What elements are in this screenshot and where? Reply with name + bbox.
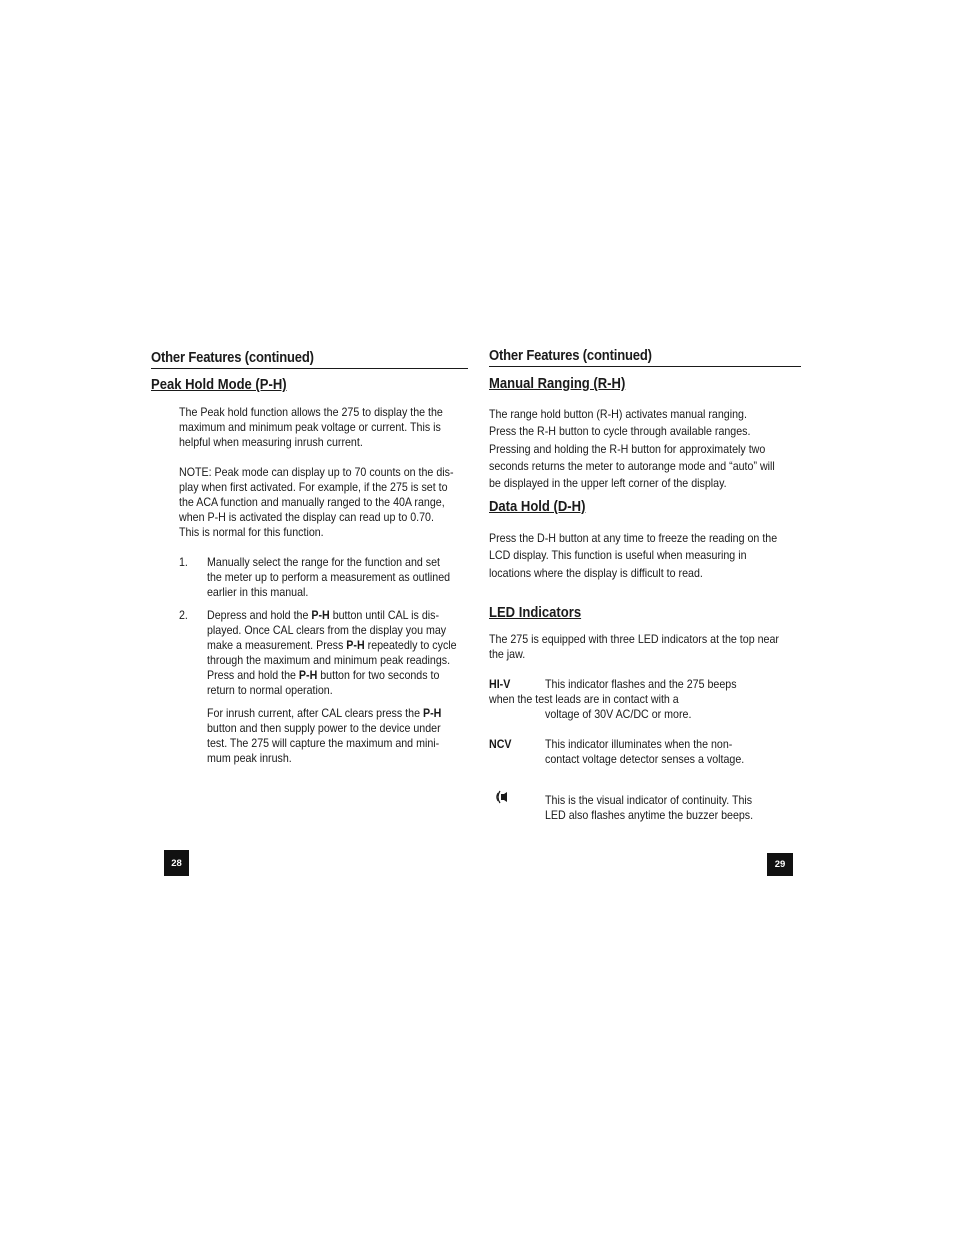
step-line: Press and hold the P-H button for two seconds to [207,669,440,682]
led-line: the jaw. [489,648,526,661]
data-hold-text [489,530,777,582]
step-line: the meter up to perform a measurement as outlined [207,571,451,584]
peak-hold-intro [179,405,443,450]
inrush-paragraph [207,706,441,766]
manual-line: be displayed in the upper left corner of the display. [489,477,727,491]
intro-line: helpful when measuring inrush current. [179,436,363,449]
right-header-rule [489,366,801,367]
step-2-text [207,608,457,698]
step-line: through the maximum and minimum peak readings. [207,654,451,667]
step-line: make a measurement. Press P-H repeatedly to cycle [207,639,457,652]
note-line: the ACA function and manually ranged to the 40A range, [179,496,445,509]
ph-button-ref: P-H [422,707,442,720]
data-hold-line: LCD display. This function is useful when measuring in [489,549,747,563]
manual-line: Pressing and holding the R-H button for approximately two [489,442,766,456]
inrush-line: button and then supply power to the device under [207,722,441,735]
inrush-line: test. The 275 will capture the maximum and mini- [207,737,440,750]
data-hold-heading: Data Hold (D-H) [489,499,586,515]
led-intro-text [489,632,779,662]
peak-mode-note [179,465,454,540]
manual-line: seconds returns the meter to autorange mode and “auto” will [489,459,775,473]
led-indicators-heading: LED Indicators [489,605,582,621]
ncv-line: contact voltage detector senses a voltage. [545,753,745,766]
intro-line: maximum and minimum peak voltage or current. This is [179,421,441,434]
continuity-line: LED also flashes anytime the buzzer beeps. [545,809,754,822]
step-line: earlier in this manual. [207,586,309,599]
inrush-line: For inrush current, after CAL clears press the P-H [207,707,442,720]
hiv-label: HI-V [489,678,511,691]
step-line: played. Once CAL clears from the display you may [207,624,447,637]
hiv-desc-line2: when the test leads are in contact with a [489,693,679,706]
ncv-label: NCV [489,738,512,751]
ph-button-ref: P-H [346,639,365,652]
left-header-rule [151,368,468,369]
ncv-desc [545,737,744,767]
ph-button-ref: P-H [298,669,318,682]
data-hold-line: Press the D-H button at any time to freeze the reading on the [489,532,778,545]
step-line: Depress and hold the P-H button until CAL is dis- [207,609,440,622]
ph-button-ref: P-H [311,609,330,622]
inrush-line: mum peak inrush. [207,752,292,765]
continuity-line: This is the visual indicator of continuity. This [545,794,753,807]
page-number-right: 29 [767,853,793,876]
continuity-buzzer-icon [494,788,510,806]
page-number-left: 28 [164,850,189,876]
left-page-header: Other Features (continued) [151,350,314,366]
manual-line: Press the R-H button to cycle through available ranges. [489,425,751,439]
hiv-desc-line3: voltage of 30V AC/DC or more. [545,708,692,721]
note-line: This is normal for this function. [179,526,324,539]
note-line: play when first activated. For example, if the 275 is set to [179,481,448,494]
hiv-desc-line1: This indicator flashes and the 275 beeps [545,678,737,691]
step-line: return to normal operation. [207,684,333,697]
manual-line: The range hold button (R-H) activates manual ranging. [489,408,747,421]
ncv-line: This indicator illuminates when the non- [545,738,733,751]
intro-line: The Peak hold function allows the 275 to display the the [179,406,443,419]
step-1-number: 1. [179,556,188,569]
led-line: The 275 is equipped with three LED indicators at the top near [489,633,779,646]
manual-ranging-heading: Manual Ranging (R-H) [489,376,626,392]
note-line: NOTE: Peak mode can display up to 70 counts on the dis- [179,466,454,479]
right-page-header: Other Features (continued) [489,348,652,364]
step-1-text [207,555,450,600]
manual-ranging-text [489,406,775,492]
data-hold-line: locations where the display is difficult to read. [489,566,703,580]
step-2-number: 2. [179,609,188,622]
continuity-desc [545,793,753,823]
note-line: when P-H is activated the display can read up to 0.70. [179,511,434,524]
step-line: Manually select the range for the function and set [207,556,441,569]
peak-hold-heading: Peak Hold Mode (P-H) [151,377,287,393]
